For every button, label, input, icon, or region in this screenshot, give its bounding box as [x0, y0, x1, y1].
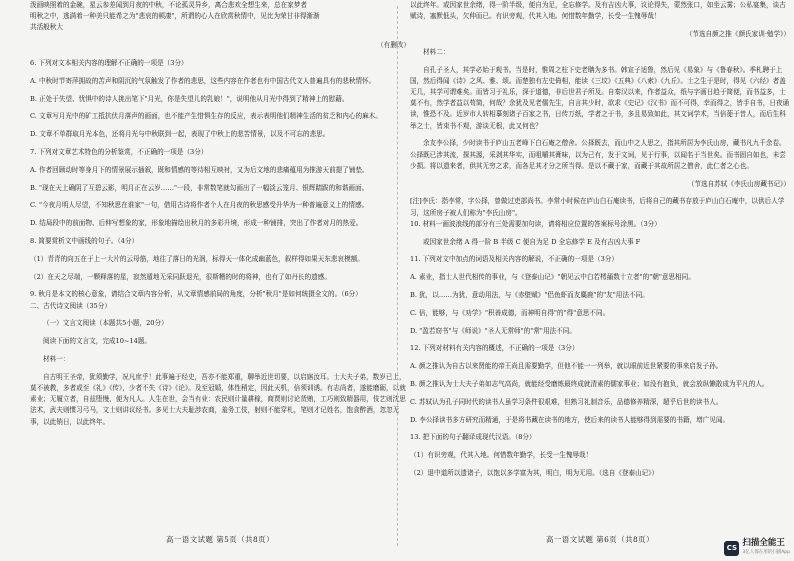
right-text-line: A. 颜之推认为自古以来贤能的帝王尚且需要勤学，但他不能一一列举，就以眼前近世紧要的事来启发子孙。: [410, 362, 723, 371]
page-left-body: [30, 0, 410, 428]
page-left: [30, 0, 410, 545]
left-text-line: 材料一：: [43, 354, 70, 363]
camscanner-watermark: [724, 539, 790, 557]
right-text-line: A. 素业，指士人世代相传的事业，与《登泰山记》"朝见云中白若樗蒱数十立者"的"朝"意思相同。: [410, 273, 695, 282]
right-text-line: 以此终年。或因家世余绪，得一阶半级，便自为足，全忘修学。及有吉凶大事，议论得失，蒙然张口，如坐云雾；公私宴集，谈古赋诗，塞默低头，欠伸而已。有识旁观，代其入地。何惜数年勤学，长受一生愧辱哉！: [410, 1, 786, 21]
right-text-line: B. 犹，以……为犹，意动用法，与《赤壁赋》"侣鱼虾而友麋鹿"的"友"用法不同。: [410, 291, 649, 299]
watermark-subtitle: 3亿人都在用的扫描App: [742, 550, 790, 555]
right-text-line: 或因家世余绪 A 得一阶 B 半级 C 便自为足 D 全忘修学 E 及有吉凶大事 F: [423, 237, 641, 246]
left-text-line: D. 文章不单群取月光本色，还将月光与中秋联到一起，表现了中秋上的悲苦情景，以及不可忘的悲思。: [30, 130, 330, 139]
watermark-text: [742, 539, 790, 557]
camscanner-logo-icon: CS: [724, 541, 739, 556]
page-divider: [397, 6, 398, 546]
right-text-line: （2）退中道所以遗诸子，以饱以多学富为其，明白，明为无用。（选自《登泰山记》）: [410, 468, 659, 477]
right-text-line: （节选自颜之推《颜氏家训·勉学》）: [685, 30, 790, 38]
left-text-line: C. "今夜月明人尽望，不知秋思在谁家"一句，借用古诗将作者个人在月夜的秋思感受升华为一种普遍意义上的情感。: [30, 201, 369, 210]
left-text-line: A. 作者回顾动时等身月下的情景展示插叙，既和情感的等待相互映衬，又为后文地的悲痛蕴用为推游天前提了铺垫。: [30, 165, 369, 174]
right-text-line: 余友李公择，少时读书于庐山五老峰下白石庵之僧舍。公择既去，而山中之人思之，指其所居为李氏山房，藏书凡九千余卷。公择既已涉其流，探其源，采剥其华实，而咀嚼其膏味，以为己有，发于文词，见于行事，以闻名于当世矣。而书固自如也，未尝少损。将以遗来者，供其无穷之求，而各足其才分之所当得。是以不藏于家，而藏于其故所居之僧舍，此仁者之心也。: [410, 139, 786, 170]
left-text-line: 泼画映照着的金碗，星云参差闻到月夜的中秋，不论孤灵异乡，离合悲欢全想生来，总在家梦者: [30, 1, 307, 9]
right-text-line: 材料二：: [423, 47, 450, 56]
left-text-line: （一）文言文阅读（本题共5小题，20分）: [43, 319, 168, 328]
right-text-line: B. 颜之推认为士大夫子弟如志气高尚，就能经受磨炼最终成就清素的儒家事业；如没有抱负，就会放纵懒散成为平凡的人。: [410, 379, 769, 388]
right-text-line: C. 倍，能够，与《劝学》"积善成德，而神明自得"的"得"意思不同。: [410, 308, 610, 317]
right-text-line: 13. 把下面的句子翻译成现代汉语。（8分）: [410, 433, 536, 442]
left-text-line: A. 中秋时节寄萍拥故的苦声和阴沉的气氛触发了作者的悲思，这些内容在作者也有中国古代文人普遍具有的悲秋情怀。: [30, 76, 376, 85]
right-text-line: D. 李公择读书多方研究而精通，于是将书藏在读书的地方，使后来的读书人能够得到需要的书籍，增广见闻。: [410, 415, 730, 424]
left-text-line: 6. 下列对文本相关内容的理解不正确的一项是（3分）: [30, 59, 188, 67]
left-text-line: C. 文章写月光中的矿工抵抗伏月落声的画面，也不能产生惜惧生存的反应，表示表明他们精神生活的贫乏和内心的麻木。: [30, 112, 382, 121]
right-text-line: [注]李氏：指李常，字公择，曾做过吏部尚书。李常小时候在庐山白石庵读书，后将自己的藏书存放于庐山白石庵中，以供后人学习，这所房子被人们称为"李氏山房"。: [410, 197, 785, 217]
left-text-line: （2）在天之尽端，一颗释落的星，寂然遁地无采同跃退光，很斯糟的时的将神，也有了如丹长的遗感。: [30, 272, 331, 281]
left-text-line: 7. 下列对文章艺术特色的分析鉴赏，不正确的一项是（3分）: [30, 147, 208, 156]
left-text-line: 明秋之中，逃满着一种美只能希之为"悲哀的顿凄"，所谓的心人在欣赏秋情中，见比为荣甘非得渐渐: [30, 12, 320, 21]
left-text-line: B. 正处于失望、忧惧中的诗人挑出笔下"月光，你是失望儿的乳娘！"，说明他从月光中得到了精神上的慰藉。: [30, 94, 349, 103]
left-text-line: 二、古代诗文阅读（35分）: [30, 301, 111, 310]
right-text-line: C. 苏轼认为孔子同时代的读书人虽学习条件很艰难，但熟习礼制音乐，品德修养精深，超乎后世的读书人。: [410, 397, 723, 406]
right-text-line: 12. 下列对材料有关内容的概述，不正确的一项是（3分）: [410, 344, 579, 353]
left-text-line: 8. 简要赏析文中画线的句子。（4分）: [30, 236, 139, 245]
left-text-line: （有删改）: [377, 41, 410, 50]
right-text-line: （1）有识旁观，代其入地。何惜数年勤学，长受一生愧辱哉！: [410, 451, 593, 460]
watermark-title: 扫描全能王: [742, 538, 785, 548]
right-text-line: 10. 材料一画波浪线的部分有三处需要加句读，请将相应位置的答案标号涂黑。（3分）: [410, 219, 661, 228]
right-text-line: （节选自苏轼《李氏山房藏书记》）: [687, 179, 790, 188]
page-right-footer: 高一语文试题 第6页（共8页）: [546, 534, 654, 544]
right-text-line: 自孔子圣人，其学必始于观书。当是时，惟周之柱下史老聃为多书。韩宣子适鲁，然后见《易象》与《鲁春秋》。季札聘于上国，然后得闻《诗》之风、雅、颂。而楚独有左史倚相，能读《三坟》《五典》《八索》《九丘》。士之生于是时，得见《六经》者盖无几，其学可谓难矣。而皆习于礼乐，深于道德，非后世君子所及。自秦汉以来，作者益众，纸与字画日趋于简便，而书益多，士莫不有，然学者益以苟简，何哉？余犹及见老儒先生，自言其少时，欲求《史记》《汉书》而不可得，幸而得之，皆手自书，日夜诵读，惟恐不及。近岁市人转相摹刻诸子百家之书，日传万纸，学者之于书，多且易致如此，其文词学术，当倍蓰于昔人，而后生科举之士，皆束书不观，游谈无根，此又何也？: [410, 65, 790, 130]
left-text-line: 阅读下面的文言文，完成10~14题。: [43, 337, 152, 346]
left-text-line: B. "现在天上确阴了互碧云影，明月正在云岁……"一段，非常数笔就勾画出了一幅淡云笼月、银辉踏跋的和谐画面。: [30, 183, 369, 192]
left-text-line: （1）青青的向五在于上一大片的云母筋，地往了落日的光润，标得天一体化成幽蓝色，叙样得如果天东悲哀模额。: [30, 254, 364, 263]
page-right-body: [410, 0, 790, 479]
left-text-line: 自古明王圣帝，犹须勤学，况凡庶乎！此事遍于经史，吾亦不能郑重，聊举近世切要，以启寤汝耳。士大夫子弟，数岁已上，莫不被教，多者或至《礼》《传》，少者不失《诗》《论》。及至冠婚，体性稍定，因此天机，倍须训诱。有志尚者，遂能磨砺，以就素业；无履立者，自兹堕慢，便为凡人。人生在世，会当有业：农民则计量耕稼，商贾则讨论货贿，工巧则致精器用，伎艺则沈思法术，武夫则惯习弓马，文士则讲议经书。多见士大夫耻涉农商，羞务工伎，射则不能穿札，笔则才记姓名，饱食醉酒，忽忽无事，以此销日，以此终年。: [30, 372, 406, 426]
page-left-footer: 高一语文试题 第5页（共8页）: [166, 534, 274, 544]
left-text-line: 共活般秋大: [30, 23, 63, 32]
left-text-line: 9. 秋月是本文的核心意象，请结合文章内容分析，从文章情感前局的角度，分析"秋月"是如何统摄全文的。（6分）: [30, 290, 362, 299]
page-right: [410, 0, 790, 545]
left-text-line: D. 结局段中的前面物、后伸写想象的家，形象地描绘出秋月的多彩升境，形成一种铺排，突出了作者对月的热爱。: [30, 219, 363, 228]
right-text-line: 11. 下列对文中加点的词语及相关内容的解说，不正确的一项是（3分）: [410, 255, 618, 264]
right-text-line: D. "盈若窃书"与《师说》"圣人无常师"的"常"用法不同。: [410, 326, 576, 335]
